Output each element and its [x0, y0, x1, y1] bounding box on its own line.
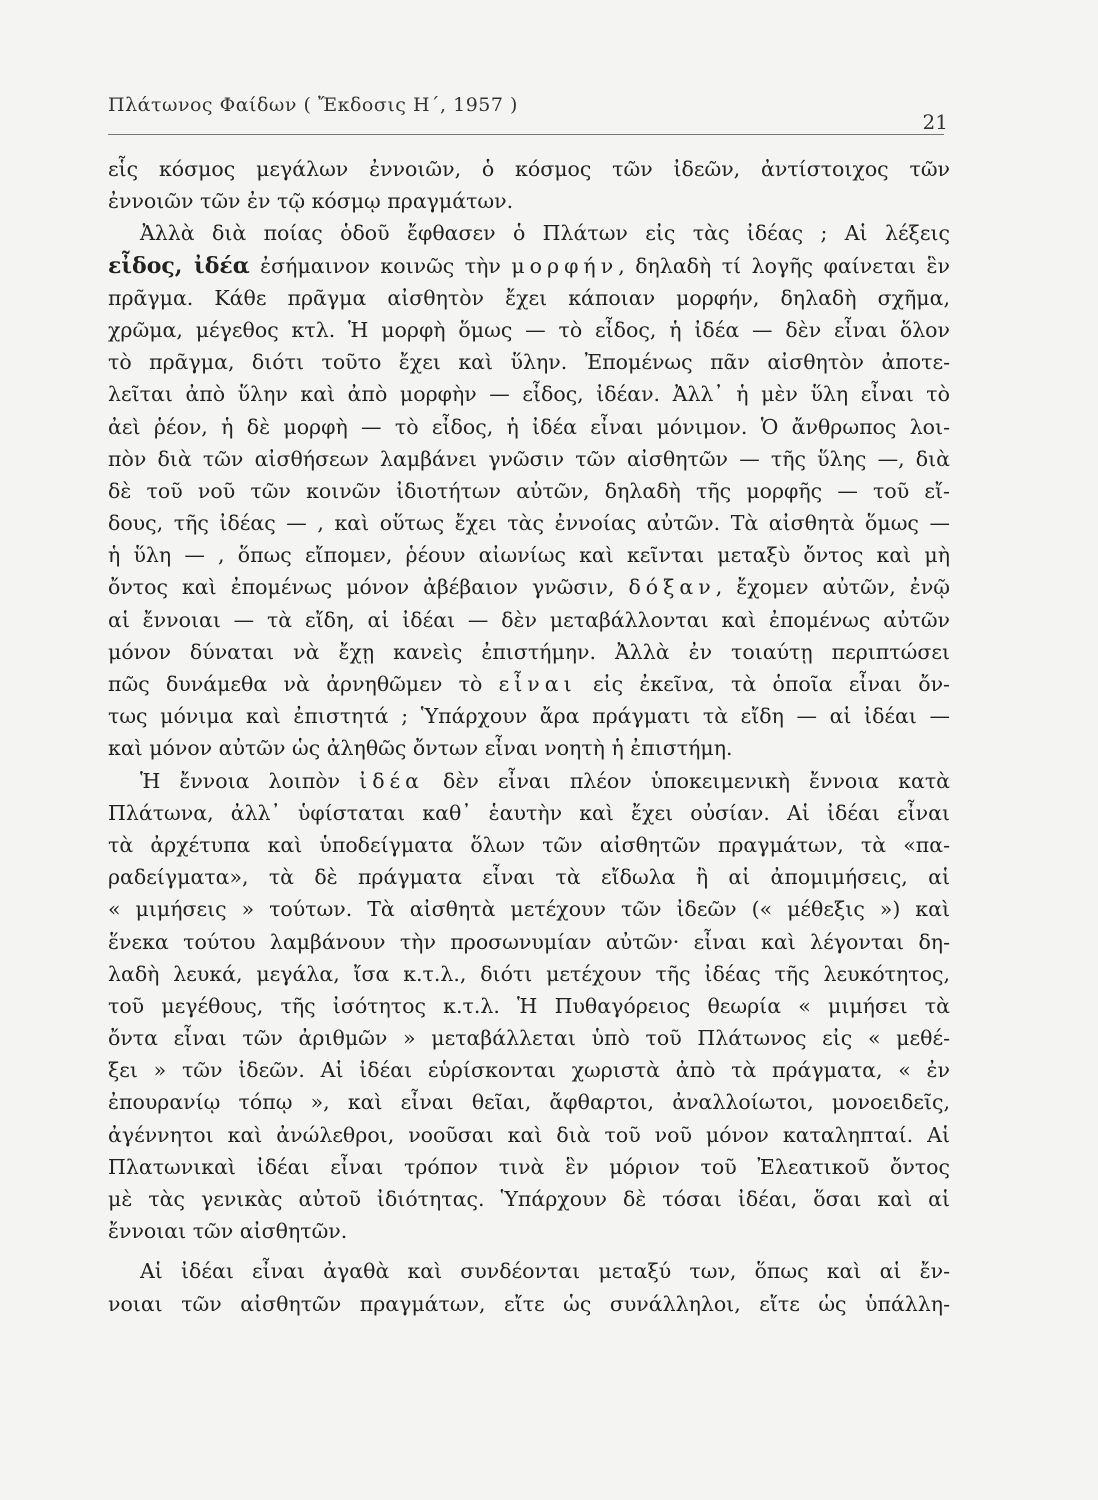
text-line: λαδὴ λευκά, μεγάλα, ἴσα κ.τ.λ., διότι μετέχουν τῆς ἰδέας τῆς λευκότητος,: [108, 961, 950, 986]
text-line: « μιμήσεις » τούτων. Τὰ αἰσθητὰ μετέχουν τῶν ἰδεῶν (« μέθεξις ») καὶ: [108, 897, 950, 922]
page-number: 21: [922, 110, 948, 134]
text-line: τοῦ μεγέθους, τῆς ἰσότητος κ.τ.λ. Ἡ Πυθαγόρειος θεωρία « μιμήσει τὰ: [108, 993, 950, 1018]
text-line: τὰ ἀρχέτυπα καὶ ὑποδείγματα ὅλων τῶν αἰσθητῶν πραγμάτων, τὰ «πα-: [108, 832, 950, 857]
text-span: ἐσήμαινον κοινῶς τὴν: [249, 253, 512, 278]
text-span: ὄντος καὶ ἐπομένως μόνον ἀβέβαιον γνῶσιν,: [108, 575, 629, 600]
text-span: πῶς δυνάμεθα νὰ ἀρνηθῶμεν τὸ: [108, 672, 499, 696]
text-line: ραδείγματα», τὰ δὲ πράγματα εἶναι τὰ εἴδωλα ἢ αἱ ἀπομιμήσεις, αἱ: [108, 865, 950, 890]
text-span: , ἔχομεν αὐτῶν, ἐνῷ: [715, 575, 950, 600]
emphasis-spaced: εἶναι: [498, 672, 577, 696]
text-line: ἀγέννητοι καὶ ἀνώλεθροι, νοοῦσαι καὶ διὰ τοῦ νοῦ μόνον καταληπταί. Αἱ: [108, 1122, 950, 1147]
emphasis-spaced: ἰδέα: [359, 768, 424, 793]
text-line: [108, 250, 950, 282]
header-rule: [108, 134, 944, 135]
text-line: Αἱ ἰδέαι εἶναι ἀγαθὰ καὶ συνδέονται μεταξύ των, ὅπως καὶ αἱ ἔν-: [140, 1259, 950, 1284]
paragraph-gap: [108, 1247, 950, 1255]
text-line: τως μόνιμα καὶ ἐπιστητά ; Ὑπάρχουν ἄρα πράγματι τὰ εἴδη — αἱ ἰδέαι —: [108, 704, 950, 729]
text-line: ἡ ὕλη — , ὅπως εἴπομεν, ῥέουν αἰωνίως καὶ κεῖνται μεταξὺ ὄντος καὶ μὴ: [108, 543, 950, 568]
text-line: εἷς κόσμος μεγάλων ἐννοιῶν, ὁ κόσμος τῶν ἰδεῶν, ἀντίστοιχος τῶν: [108, 157, 950, 181]
running-head: Πλάτωνος Φαίδων ( Ἔκδοσις Η΄, 1957 ): [108, 94, 518, 116]
text-line: ἐννοιῶν τῶν ἐν τῷ κόσμῳ πραγμάτων.: [108, 189, 514, 214]
text-line: πὸν διὰ τῶν αἰσθήσεων λαμβάνει γνῶσιν τῶν αἰσθητῶν — τῆς ὕλης —, διὰ: [108, 446, 950, 471]
text-line: [108, 668, 950, 700]
text-line: αἱ ἔννοιαι — τὰ εἴδη, αἱ ἰδέαι — δὲν μεταβάλλονται καὶ ἐπομένως αὐτῶν: [108, 607, 950, 632]
emphasis-spaced: δόξαν: [628, 575, 716, 600]
text-span: δὲν εἶναι πλέον ὑποκειμενικὴ ἔννοια κατὰ: [424, 768, 950, 793]
page-header: [108, 92, 948, 132]
text-span: Ἡ ἔννοια λοιπὸν: [140, 768, 360, 793]
text-line: μὲ τὰς γενικὰς αὐτοῦ ἰδιότητας. Ὑπάρχουν δὲ τόσαι ἰδέαι, ὅσαι καὶ αἱ: [108, 1187, 950, 1211]
text-line: [108, 571, 950, 603]
text-line: νοιαι τῶν αἰσθητῶν πραγμάτων, εἴτε ὡς συνάλληλοι, εἴτε ὡς ὑπάλλη-: [108, 1291, 950, 1316]
text-line: τὸ πρᾶγμα, διότι τοῦτο ἔχει καὶ ὕλην. Ἐπομένως πᾶν αἰσθητὸν ἀποτε-: [108, 350, 950, 375]
text-line: δὲ τοῦ νοῦ τῶν κοινῶν ἰδιοτήτων αὐτῶν, δηλαδὴ τῆς μορφῆς — τοῦ εἴ-: [108, 478, 950, 503]
text-line: ξει » τῶν ἰδεῶν. Αἱ ἰδέαι εὑρίσκονται χωριστὰ ἀπὸ τὰ πράγματα, « ἐν: [108, 1058, 950, 1083]
emphasis-spaced: μορφήν: [511, 253, 619, 278]
text-line: Πλάτωνα, ἀλλ᾽ ὑφίσταται καθ᾽ ἑαυτὴν καὶ ἔχει οὐσίαν. Αἱ ἰδέαι εἶναι: [108, 800, 950, 825]
text-line: ἐπουρανίῳ τόπῳ », καὶ εἶναι θεῖαι, ἄφθαρτοι, ἀναλλοίωτοι, μονοειδεῖς,: [108, 1090, 950, 1115]
text-line: Ἀλλὰ διὰ ποίας ὁδοῦ ἔφθασεν ὁ Πλάτων εἰς τὰς ἰδέας ; Αἱ λέξεις: [140, 221, 950, 246]
text-span: εἰς ἐκεῖνα, τὰ ὁποῖα εἶναι ὄν-: [576, 672, 950, 696]
text-line: ἀεὶ ῥέον, ἡ δὲ μορφὴ — τὸ εἶδος, ἡ ἰδέα εἶναι μόνιμον. Ὁ ἄνθρωπος λοι-: [108, 414, 950, 439]
text-line: Πλατωνικαὶ ἰδέαι εἶναι τρόπον τινὰ ἓν μόριον τοῦ Ἐλεατικοῦ ὄντος: [108, 1154, 950, 1179]
text-line: λεῖται ἀπὸ ὕλην καὶ ἀπὸ μορφὴν — εἶδος, ἰδέαν. Ἀλλ᾽ ἡ μὲν ὕλη εἶναι τὸ: [108, 382, 950, 407]
body-text: [108, 153, 950, 1320]
text-line: καὶ μόνον αὐτῶν ὡς ἀληθῶς ὄντων εἶναι νοητὴ ἡ ἐπιστήμη.: [108, 736, 733, 761]
text-line: ὄντα εἶναι τῶν ἀριθμῶν » μεταβάλλεται ὑπὸ τοῦ Πλάτωνος εἰς « μεθέ-: [108, 1026, 950, 1051]
text-span: , δηλαδὴ τί λογῆς φαίνεται ἓν: [618, 253, 950, 278]
greek-term: εἶδος, ἰδέα: [108, 252, 250, 279]
text-line: πρᾶγμα. Κάθε πρᾶγμα αἰσθητὸν ἔχει κάποιαν μορφήν, δηλαδὴ σχῆμα,: [108, 285, 950, 310]
text-line: χρῶμα, μέγεθος κτλ. Ἡ μορφὴ ὅμως — τὸ εἶδος, ἡ ἰδέα — δὲν εἶναι ὅλον: [108, 317, 950, 342]
text-line: μόνον δύναται νὰ ἔχῃ κανεὶς ἐπιστήμην. Ἀλλὰ ἐν τοιαύτῃ περιπτώσει: [108, 639, 950, 664]
text-line: δους, τῆς ἰδέας — , καὶ οὕτως ἔχει τὰς ἐννοίας αὐτῶν. Τὰ αἰσθητὰ ὅμως —: [108, 511, 950, 536]
text-line: ἕνεκα τούτου λαμβάνουν τὴν προσωνυμίαν αὐτῶν· εἶναι καὶ λέγονται δη-: [108, 929, 950, 954]
text-line: ἔννοιαι τῶν αἰσθητῶν.: [108, 1219, 348, 1244]
text-line: [108, 765, 950, 797]
